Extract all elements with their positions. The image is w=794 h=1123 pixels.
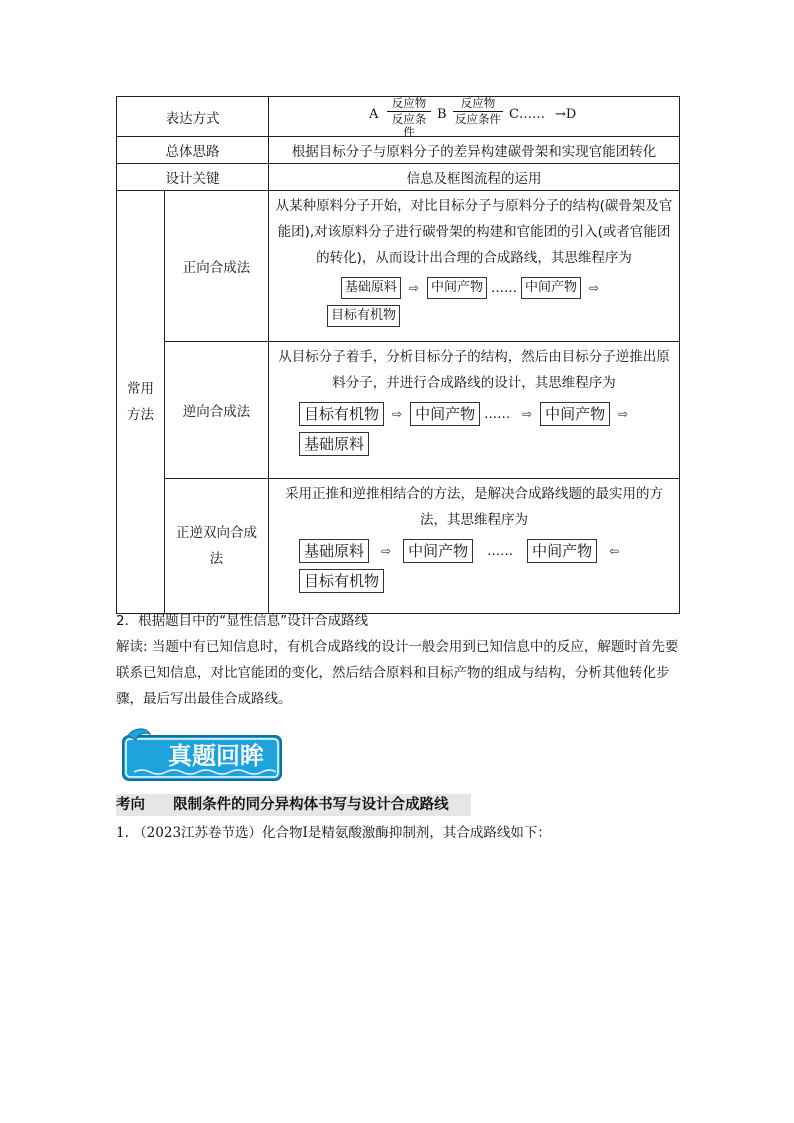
flow-ellipsis: ……: [487, 543, 514, 559]
banner-zhenti-huimou: [120, 728, 283, 782]
method-bidirectional-flow-2: [269, 569, 679, 593]
hollow-arrow-icon: ⇨: [589, 281, 600, 295]
hollow-left-arrow-icon: ⇦: [609, 544, 620, 558]
hollow-arrow-icon: ⇨: [408, 281, 419, 295]
method-reverse-name: 逆向合成法: [165, 342, 269, 479]
design-key-text: 信息及框图流程的运用: [269, 164, 680, 191]
overall-idea-text: 根据目标分子与原料分子的差异构建碳骨架和实现官能团转化: [269, 137, 680, 164]
expr-frac-1: 反应物 反应条件: [387, 97, 431, 139]
expr-c: C……: [509, 107, 545, 122]
method-reverse-flow: [269, 402, 679, 426]
banner-title: 真题回眸: [168, 742, 264, 770]
label-expression: 表达方式: [117, 97, 269, 137]
flow-box: 中间产物: [521, 277, 581, 299]
flow-box: 中间产物: [527, 539, 597, 563]
flow-box: 中间产物: [410, 402, 480, 426]
section-label: 考向: [116, 797, 145, 813]
flow-box: 目标有机物: [299, 402, 384, 426]
para2-heading: 2．根据题目中的“显性信息”设计合成路线: [116, 613, 369, 629]
flow-box: 中间产物: [403, 539, 473, 563]
summary-table: [116, 96, 680, 614]
flow-box: 中间产物: [540, 402, 610, 426]
expr-frac-2: 反应物 反应条件: [455, 96, 501, 126]
flow-ellipsis: ……: [484, 406, 511, 422]
hollow-arrow-icon: ⇨: [381, 544, 392, 558]
expr-d: →D: [555, 107, 577, 122]
method-reverse-cell: [269, 342, 680, 479]
group-label-common-methods: 常用 方法: [117, 191, 165, 614]
method-forward-desc: 从某种原料分子开始，对比目标分子与原料分子的结构(碳骨架及官能团),对该原料分子进行碳骨架的构建和官能团的引入(或者官能团的转化)，从而设计出合理的合成路线，其思维程序为: [275, 198, 673, 266]
label-design-key: 设计关键: [117, 164, 269, 191]
expression-cell: [269, 97, 680, 137]
method-forward-flow: [269, 277, 679, 299]
flow-box: 基础原料: [341, 277, 401, 299]
flow-box: 基础原料: [299, 539, 369, 563]
method-bidirectional-name: 正逆双向合成 法: [165, 479, 269, 614]
flow-box: 目标有机物: [327, 305, 400, 327]
method-reverse-flow-2: [269, 432, 679, 456]
para2-body: 解读: 当题中有已知信息时，有机合成路线的设计一般会用到已知信息中的反应，解题时首先要联系已知信息，对比官能团的变化，然后结合原料和目标产物的组成与结构，分析其他转化步骤，最后写出最佳合成路线。: [116, 639, 679, 707]
hollow-arrow-icon: ⇨: [522, 407, 533, 421]
section-title: 限制条件的同分异构体书写与设计合成路线: [173, 797, 449, 813]
method-forward-cell: [269, 191, 680, 342]
expr-a: A: [369, 107, 379, 122]
method-bidirectional-cell: [269, 479, 680, 614]
hollow-arrow-icon: ⇨: [618, 407, 629, 421]
method-bidirectional-flow: [269, 539, 679, 563]
method-forward-flow-2: [269, 305, 679, 327]
label-overall-idea: 总体思路: [117, 137, 269, 164]
method-reverse-desc: 从目标分子着手，分析目标分子的结构，然后由目标分子逆推出原料分子，并进行合成路线的设计，其思维程序为: [278, 349, 670, 391]
question-1: 1. （2023江苏卷节选）化合物Ⅰ是精氨酸激酶抑制剂，其合成路线如下：: [116, 825, 551, 841]
hollow-arrow-icon: ⇨: [392, 407, 403, 421]
section-heading: [116, 794, 471, 816]
flow-box: 中间产物: [427, 277, 487, 299]
flow-box: 基础原料: [299, 432, 369, 456]
flow-box: 目标有机物: [299, 569, 384, 593]
method-forward-name: 正向合成法: [165, 191, 269, 342]
expr-b: B: [437, 107, 447, 122]
flow-ellipsis: ……: [491, 280, 517, 296]
method-bidirectional-desc: 采用正推和逆推相结合的方法，是解决合成路线题的最实用的方法，其思维程序为: [285, 486, 663, 528]
